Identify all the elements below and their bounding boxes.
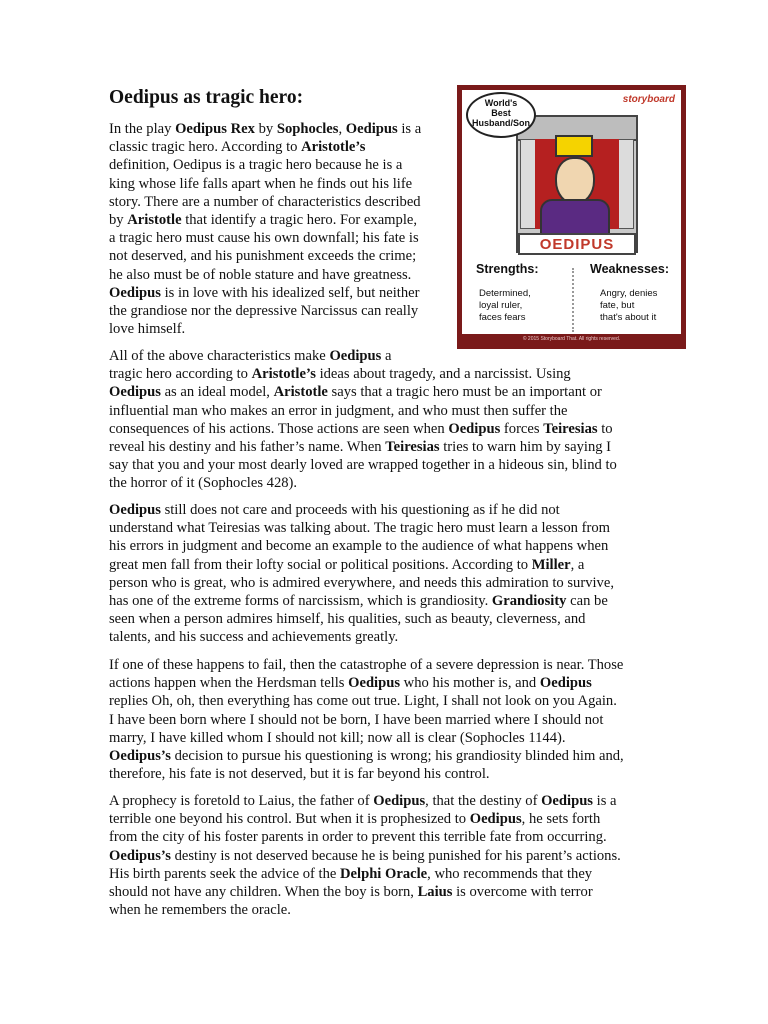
text-line: classic tragic hero. According to Aristotle’s <box>109 139 366 156</box>
weakness-line: that's about it <box>600 312 657 323</box>
strength-line: faces fears <box>479 312 526 323</box>
bold-term: Sophocles <box>276 121 339 137</box>
text-line: His birth parents seek the advice of the Delphi Oracle, who recommends that they <box>109 865 593 882</box>
text-line: Oedipus’s decision to pursue his questioning is wrong; his grandiosity blinded him and, <box>109 748 624 765</box>
page-title: Oedipus as tragic hero: <box>109 87 304 108</box>
weaknesses-heading: Weaknesses: <box>590 262 669 276</box>
strength-line: Determined, <box>479 288 531 299</box>
text-line: definition, Oedipus is a tragic hero because he is a <box>109 157 403 174</box>
text-line: If one of these happens to fail, then the catastrophe of a severe depression is near. Those <box>109 657 624 673</box>
text-line: actions happen when the Herdsman tells Oedipus who his mother is, and Oedipus <box>109 675 592 692</box>
text-line: Oedipus’s destiny is not deserved because he is being punished for his parent’s actions. <box>109 847 621 864</box>
bold-term: Laius <box>417 884 453 901</box>
text-line: the grandiose nor the depressive Narcissus can really <box>109 303 419 320</box>
bold-term: Oedipus <box>448 420 501 437</box>
text-line: the horror of it (Sophocles 428). <box>109 475 298 492</box>
text-line: Oedipus as an ideal model, Aristotle says that a tragic hero must be an important or <box>109 384 602 401</box>
strengths-heading: Strengths: <box>476 262 539 276</box>
bold-term: Miller <box>531 556 571 573</box>
text-line: has one of the extreme forms of narcissism, which is grandiosity. Grandiosity can be <box>109 593 608 610</box>
bold-term: Oedipus <box>373 793 426 809</box>
text-line: tragic hero according to Aristotle’s ideas about tragedy, and a narcissist. Using <box>109 366 571 383</box>
bubble-line: World's <box>484 98 518 108</box>
text-line: therefore, his fate is not deserved, but it is far beyond his control. <box>109 766 490 783</box>
bold-term: Teiresias <box>385 439 440 456</box>
text-line: say that you and your most dearly loved are wrapped together in a hideous sin, blind to <box>109 457 617 474</box>
bold-term: Oedipus <box>329 348 382 364</box>
weakness-line: fate, but <box>600 300 635 311</box>
text-line: seen when a person admires himself, his qualities, such as beauty, cleverness, and <box>109 611 586 628</box>
text-line: In the play Oedipus Rex by Sophocles, Oedipus is a <box>109 121 422 137</box>
text-line: great men fall from their lofty social or political positions. According to Miller, a <box>109 556 585 573</box>
bold-term: Grandiosity <box>491 593 567 610</box>
text-line: All of the above characteristics make Oedipus a <box>109 348 392 364</box>
text-line: he also must be of noble stature and have greatness. <box>109 266 412 283</box>
text-line: marry, I have killed whom I should not kill; now all is clear (Sophocles 1144). <box>109 729 566 746</box>
text-line: from the city of his foster parents in order to prevent this terrible fate from occurring. <box>109 829 607 846</box>
text-line: reveal his destiny and his father’s name. When Teiresias tries to warn him by saying I <box>109 439 612 456</box>
text-line: A prophecy is foretold to Laius, the father of Oedipus, that the destiny of Oedipus is a <box>109 793 617 809</box>
bold-term: Aristotle <box>273 384 328 401</box>
bold-term: Oedipus <box>109 284 161 301</box>
paragraph-3 <box>109 501 659 647</box>
bold-term: Oedipus <box>541 793 593 809</box>
copyright-bar: © 2015 Storyboard That. All rights reserved. <box>462 334 681 344</box>
right-column <box>618 139 634 229</box>
weaknesses-list <box>600 288 657 324</box>
bold-term: Oedipus <box>109 502 161 518</box>
left-column <box>520 139 536 229</box>
bold-term: Teiresias <box>543 420 598 437</box>
oedipus-cartoon <box>457 85 686 349</box>
text-line: understand what Teiresias was talking about. The tragic hero must learn a lesson from <box>109 520 610 537</box>
text-line: story. There are a number of characteristics described <box>109 193 421 210</box>
bold-term: Oedipus <box>469 811 522 828</box>
text-line: love himself. <box>109 321 186 338</box>
text-line: person who is great, who is admired everywhere, and needs this admiration to survive, <box>109 574 614 591</box>
text-line: talents, and his success and achievements greatly. <box>109 629 399 646</box>
weakness-line: Angry, denies <box>600 288 658 299</box>
text-line: king whose life falls apart when he finds out his life <box>109 175 413 192</box>
oedipus-face-icon <box>555 157 595 205</box>
text-line: his errors in judgment and become an example to the audience of what happens when <box>109 538 609 555</box>
bold-term: Oedipus’s <box>109 748 171 765</box>
divider <box>572 268 574 332</box>
bold-term: Oedipus <box>539 675 592 692</box>
text-line: I have been born where I should not be born, I have been married where I should not <box>109 711 604 728</box>
speech-bubble <box>466 92 536 138</box>
text-line: a tragic hero must cause his own downfall; his fate is <box>109 230 419 247</box>
paragraph-1 <box>109 120 444 338</box>
bold-term: Delphi Oracle <box>340 865 428 882</box>
text-line: influential man who makes an error in judgment, and who must then suffer the <box>109 402 568 419</box>
text-line: Oedipus still does not care and proceeds with his questioning as if he did not <box>109 502 560 518</box>
bold-term: Aristotle’s <box>301 139 366 156</box>
text-line: replies Oh, oh, then everything has come out true. Light, I shall not look on you Again. <box>109 693 617 710</box>
paragraph-5 <box>109 792 659 919</box>
strength-line: loyal ruler, <box>479 300 523 311</box>
bold-term: Oedipus <box>348 675 401 692</box>
text-line: when he remembers the oracle. <box>109 902 291 919</box>
crown-icon <box>555 135 593 157</box>
bold-term: Oedipus <box>345 121 398 137</box>
text-line: Oedipus is in love with his idealized self, but neither <box>109 284 420 301</box>
bubble-line: Husband/Son <box>472 118 530 128</box>
text-line: by Aristotle that identify a tragic hero. For example, <box>109 212 418 229</box>
nameplate: OEDIPUS <box>518 233 636 255</box>
bold-term: Oedipus Rex <box>175 121 255 137</box>
bold-term: Oedipus <box>109 384 161 401</box>
bold-term: Aristotle’s <box>251 366 316 383</box>
text-line: not deserved, and his punishment exceeds the crime; <box>109 248 417 265</box>
text-line: consequences of his actions. Those actions are seen when Oedipus forces Teiresias to <box>109 420 613 437</box>
paragraph-2 <box>109 347 659 493</box>
text-line: terrible one beyond his control. But when it is prophesized to Oedipus, he sets forth <box>109 811 601 828</box>
text-line: should not have any children. When the boy is born, Laius is overcome with terror <box>109 884 593 901</box>
bold-term: Oedipus’s <box>109 847 171 864</box>
strengths-list <box>479 288 531 324</box>
paragraph-4 <box>109 656 659 783</box>
bubble-line: Best <box>491 108 511 118</box>
brand-logo: storyboard <box>622 94 675 105</box>
bold-term: Aristotle <box>127 212 182 229</box>
